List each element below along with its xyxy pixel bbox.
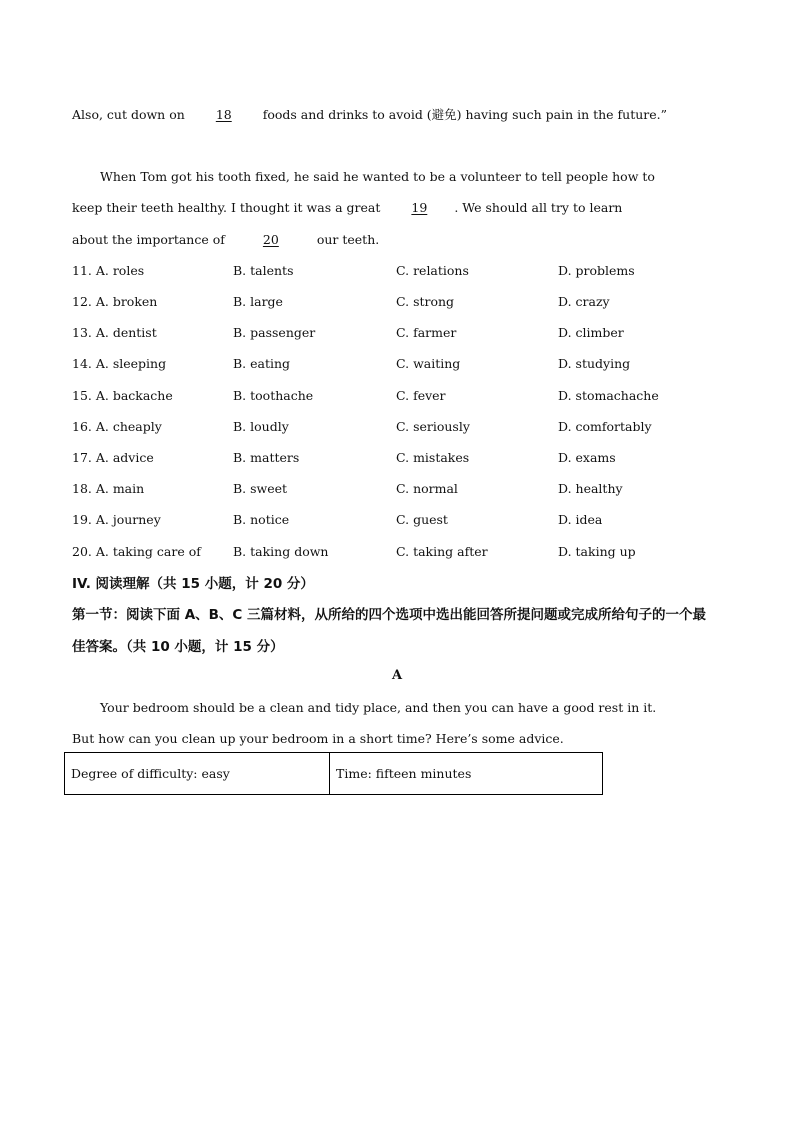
- option-c: C. relations: [396, 263, 469, 278]
- option-d: D. exams: [558, 450, 616, 465]
- option-a: 18. A. main: [72, 481, 145, 496]
- option-a: 12. A. broken: [72, 294, 158, 309]
- passage-a-line-1: Your bedroom should be a clean and tidy place, and then you can have a good rest in it.: [100, 700, 657, 715]
- blank-19: 19: [411, 200, 428, 215]
- option-a: 19. A. journey: [72, 512, 161, 527]
- table-row: [65, 753, 603, 795]
- option-a: 16. A. cheaply: [72, 419, 162, 434]
- passage-line-2: When Tom got his tooth fixed, he said he wanted to be a volunteer to tell people how to: [100, 169, 655, 184]
- option-c: C. mistakes: [396, 450, 470, 465]
- option-d: D. climber: [558, 325, 624, 340]
- option-b: B. loudly: [233, 419, 289, 434]
- option-c: C. farmer: [396, 325, 457, 340]
- passage-text: keep their teeth healthy. I thought it was a great: [72, 200, 385, 215]
- option-d: D. idea: [558, 512, 603, 527]
- passage-text: about the importance of: [72, 232, 229, 247]
- passage-a-line-2: But how can you clean up your bedroom in a short time? Here’s some advice.: [72, 731, 564, 746]
- option-c: C. guest: [396, 512, 448, 527]
- difficulty-cell: Degree of difficulty: easy: [65, 753, 330, 795]
- option-c: C. normal: [396, 481, 458, 496]
- option-d: D. stomachache: [558, 388, 659, 403]
- option-c: C. fever: [396, 388, 446, 403]
- option-a: 13. A. dentist: [72, 325, 157, 340]
- option-c: C. taking after: [396, 544, 488, 559]
- option-b: B. large: [233, 294, 283, 309]
- section-instruction-cont: 佳答案。（共 10 小题，计 15 分）: [72, 639, 284, 655]
- option-d: D. comfortably: [558, 419, 652, 434]
- option-b: B. passenger: [233, 325, 316, 340]
- option-a: 11. A. roles: [72, 263, 145, 278]
- option-a: 20. A. taking care of: [72, 544, 201, 559]
- option-b: B. taking down: [233, 544, 329, 559]
- option-d: D. taking up: [558, 544, 636, 559]
- option-d: D. studying: [558, 356, 631, 371]
- option-a: 15. A. backache: [72, 388, 173, 403]
- option-d: D. problems: [558, 263, 635, 278]
- blank-18: 18: [215, 107, 232, 122]
- info-table: [64, 752, 603, 795]
- option-d: D. healthy: [558, 481, 623, 496]
- section-title: IV. 阅读理解（共 15 小题，计 20 分）: [72, 576, 314, 592]
- passage-text: . We should all try to learn: [454, 200, 623, 215]
- section-instruction: 第一节：阅读下面 A、B、C 三篇材料，从所给的四个选项中选出能回答所提问题或完成所给句子的一个最: [72, 607, 707, 623]
- passage-line-4: [72, 232, 379, 247]
- option-c: C. strong: [396, 294, 455, 309]
- time-cell: Time: fifteen minutes: [330, 753, 603, 795]
- option-a: 17. A. advice: [72, 450, 154, 465]
- passage-line-3: [72, 200, 622, 215]
- option-b: B. sweet: [233, 481, 288, 496]
- option-b: B. talents: [233, 263, 294, 278]
- option-b: B. notice: [233, 512, 290, 527]
- passage-text: our teeth.: [312, 232, 380, 247]
- passage-label: A: [391, 668, 403, 683]
- option-a: 14. A. sleeping: [72, 356, 167, 371]
- option-d: D. crazy: [558, 294, 610, 309]
- option-b: B. eating: [233, 356, 291, 371]
- passage-line-1: [72, 105, 667, 123]
- option-c: C. waiting: [396, 356, 461, 371]
- option-c: C. seriously: [396, 419, 470, 434]
- blank-20: 20: [262, 232, 279, 247]
- passage-text: Also, cut down on: [72, 107, 189, 122]
- option-b: B. matters: [233, 450, 300, 465]
- passage-text: foods and drinks to avoid (避免) having such pain in the future.”: [258, 107, 668, 122]
- option-b: B. toothache: [233, 388, 314, 403]
